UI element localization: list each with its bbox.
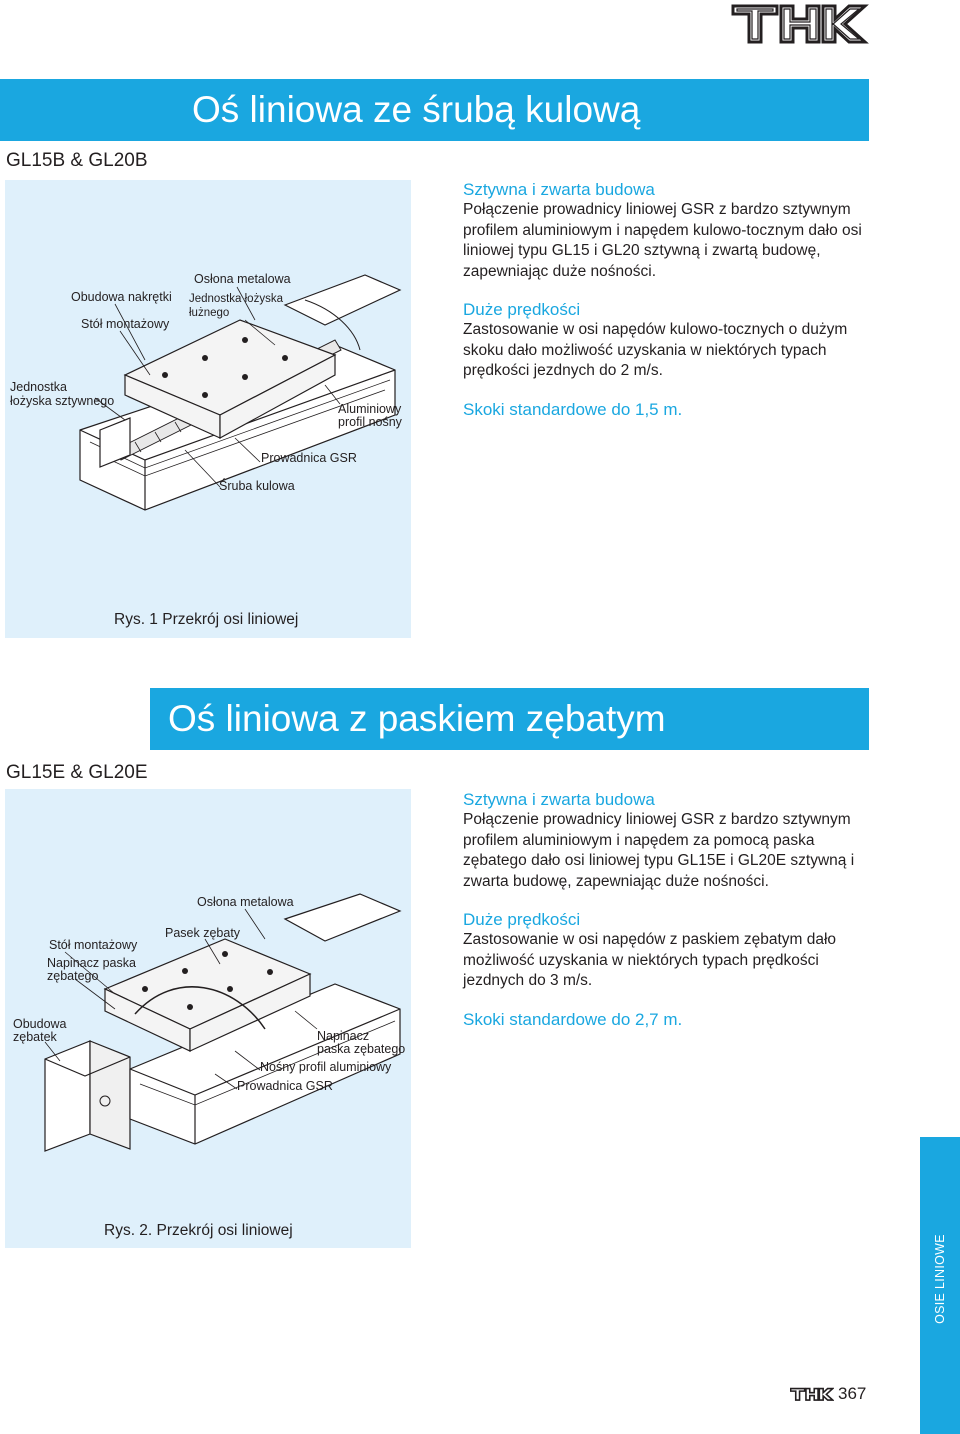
label-obudowa-2: zębatek	[13, 1030, 57, 1044]
label-stol-montazowy: Stół montażowy	[49, 938, 138, 952]
section1-figure	[5, 180, 411, 638]
section2-heading-2: Duże prędkości	[463, 910, 581, 929]
label-oslona-metalowa: Osłona metalowa	[197, 895, 294, 909]
label-aluminiowy-2: profil nośny	[338, 415, 402, 429]
side-tab[interactable]	[920, 1137, 960, 1434]
thk-logo	[731, 2, 869, 44]
toothed-belt-axis-illustration	[5, 789, 411, 1248]
section1-title-banner	[0, 79, 869, 141]
label-jednostka-sztywnego-2: łożyska sztywnego	[10, 394, 115, 408]
side-tab-label: OSIE LINIOWE	[933, 1234, 947, 1324]
label-napinacz-paska-2: zębatego	[47, 969, 99, 983]
label-pasek-zebaty: Pasek zębaty	[165, 926, 241, 940]
section2-caption: Rys. 2. Przekrój osi liniowej	[104, 1222, 293, 1239]
section1-model: GL15B & GL20B	[6, 150, 148, 171]
section2-title: Oś liniowa z paskiem zębatym	[168, 698, 666, 739]
footer-thk-logo	[790, 1386, 834, 1402]
label-obudowa-1: Obudowa	[13, 1017, 67, 1031]
section1-title: Oś liniowa ze śrubą kulową	[192, 89, 641, 130]
section2-paragraph-1: Połączenie prowadnicy liniowej GSR z bardzo sztywnym profilem aluminiowym i napędem za pomocą paska zębatego dało osi liniowej typu GL15E i GL20E sztywną i zwarta budowę, zapewniając duże nośności.	[463, 811, 855, 890]
section2-title-banner	[150, 688, 869, 750]
label-oslona-metalowa: Osłona metalowa	[194, 272, 291, 286]
label-jednostka-luznego-1: Jednostka łożyska	[189, 293, 283, 305]
label-aluminiowy-1: Aluminiowy	[338, 402, 402, 416]
section2-heading-1: Sztywna i zwarta budowa	[463, 790, 655, 809]
label-napinacz-paska-1: Napinacz paska	[47, 956, 136, 970]
section2-paragraph-2: Zastosowanie w osi napędów z paskiem zębatym dało możliwość uzyskania w niektórych typach prędkości jezdnych do 3 m/s.	[463, 931, 837, 989]
label-napinacz-b-1: Napinacz	[317, 1029, 370, 1043]
section2-model: GL15E & GL20E	[6, 762, 148, 783]
label-obudowa-nakretki: Obudowa nakrętki	[71, 290, 172, 304]
label-jednostka-luznego-2: łużnego	[189, 307, 230, 319]
label-napinacz-b-2: paska zębatego	[317, 1042, 406, 1056]
section1-text	[463, 180, 875, 420]
section2-text	[463, 790, 875, 1030]
label-sruba-kulowa: Śruba kulowa	[219, 479, 295, 493]
section1-paragraph-2: Zastosowanie w osi napędów kulowo-tocznych o dużym skoku dało możliwość uzyskania w niektórych typach prędkości jezdnych do 2 m/s.	[463, 321, 848, 379]
section2-figure	[5, 789, 411, 1248]
label-jednostka-sztywnego-1: Jednostka	[10, 380, 67, 394]
section2-heading-3: Skoki standardowe do 2,7 m.	[463, 1009, 683, 1029]
section1-heading-1: Sztywna i zwarta budowa	[463, 180, 655, 199]
label-prowadnica-gsr: Prowadnica GSR	[261, 451, 357, 465]
label-nosny-profil: Nośny profil aluminiowy	[260, 1060, 392, 1074]
section1-paragraph-1: Połączenie prowadnicy liniowej GSR z bardzo sztywnym profilem aluminiowym i napędem kulowo-tocznym dało osi liniowej typu GL15 i GL20 sztywną i zwartą budowę, zapewniając duże nośności.	[463, 201, 862, 280]
section1-heading-2: Duże prędkości	[463, 300, 581, 319]
ball-screw-axis-illustration	[5, 180, 411, 638]
label-stol-montazowy: Stół montażowy	[81, 317, 170, 331]
section1-caption: Rys. 1 Przekrój osi liniowej	[114, 611, 299, 628]
label-prowadnica-gsr: Prowadnica GSR	[237, 1079, 333, 1093]
page-number: 367	[838, 1384, 867, 1403]
section1-heading-3: Skoki standardowe do 1,5 m.	[463, 399, 683, 419]
